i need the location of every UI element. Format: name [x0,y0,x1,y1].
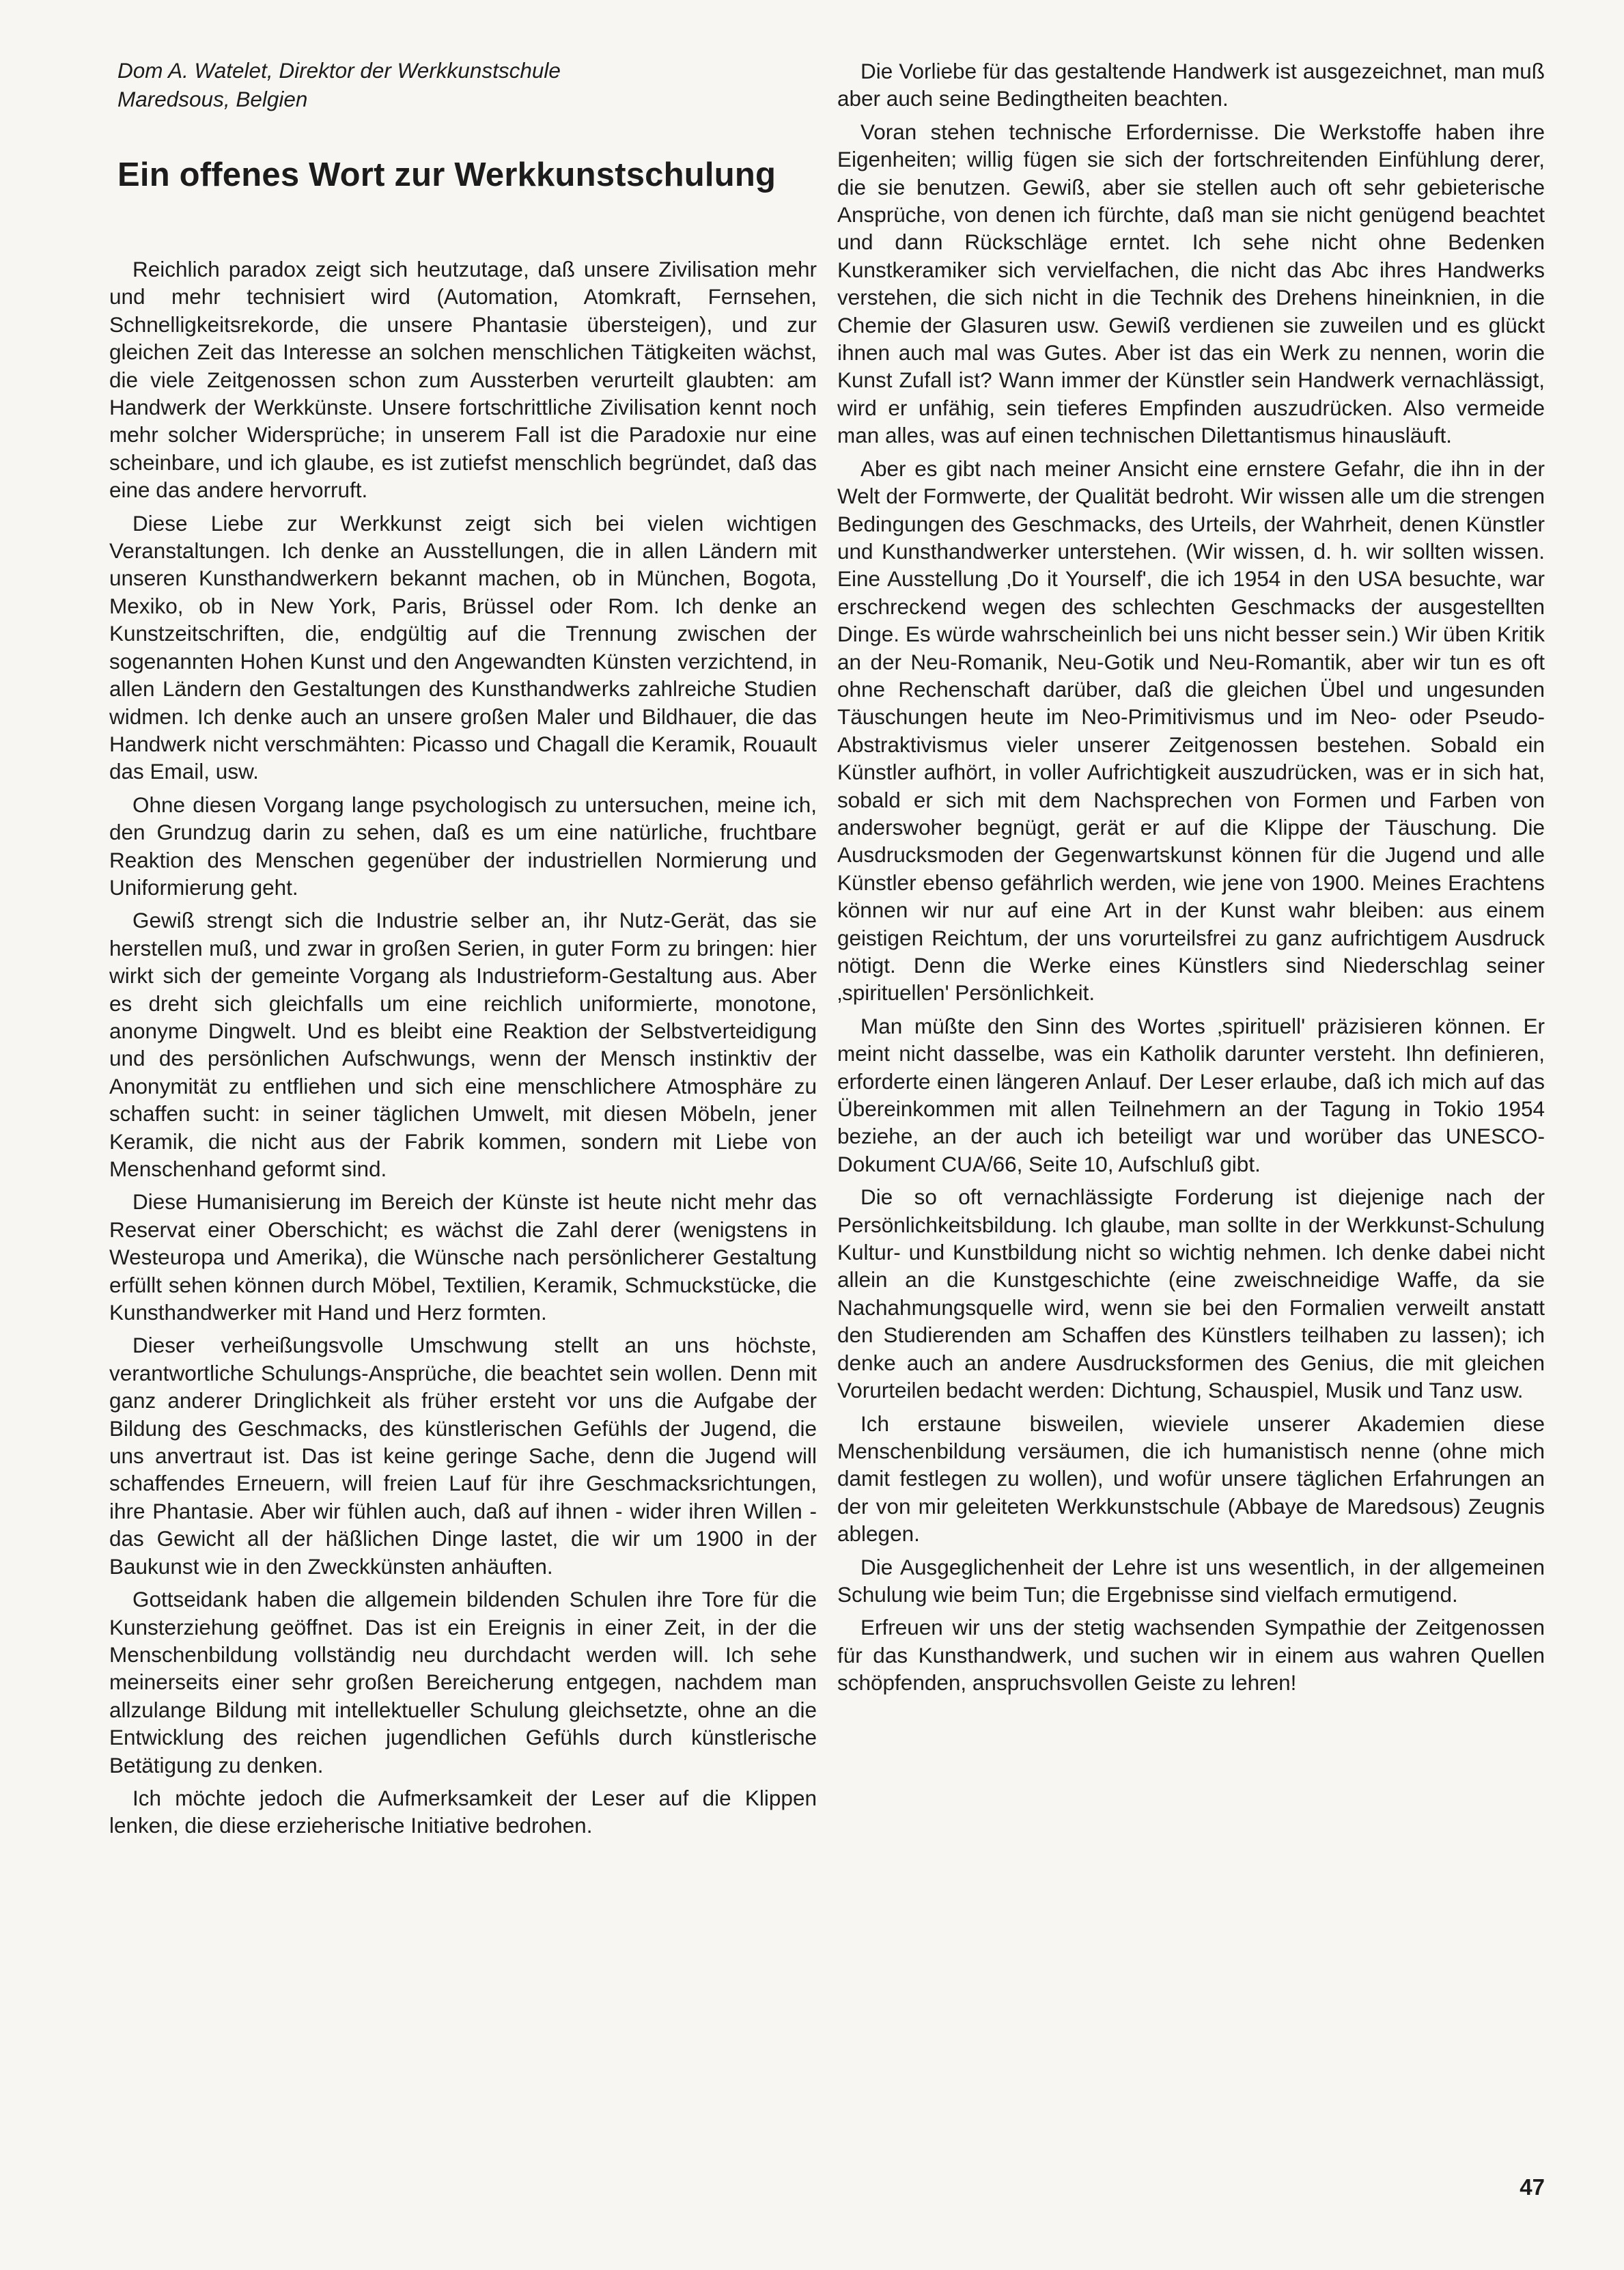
author-line: Dom A. Watelet, Direktor der Werkkunstschule [117,58,561,83]
paragraph: Diese Humanisierung im Bereich der Künste ist heute nicht mehr das Reservat einer Oberschicht; es wächst die Zahl derer (wenigstens in Westeuropa und Amerika), die Wünsche nach persönlicherer Gestaltung erfüllt sehen können durch Möbel, Textilien, Keramik, Schmuckstücke, die Kunsthandwerker mit Hand und Herz formten. [109,1189,817,1325]
paragraph: Erfreuen wir uns der stetig wachsenden Sympathie der Zeitgenossen für das Kunsthandwerk, und suchen wir in einem aus wahren Quellen schöpfenden, anspruchsvollen Geiste zu lehren! [837,1615,1545,1695]
paragraph: Aber es gibt nach meiner Ansicht eine ernstere Gefahr, die ihn in der Welt der Formwerte, der Qualität bedroht. Wir wissen alle um die strengen Bedingungen des Geschmacks, des Urteils, der Wahrheit, denen Künstler und Kunsthandwerker unterstehen. (Wir wissen, d. h. wir sollten wissen. Eine Ausstellung ‚Do it Yourself', die ich 1954 in den USA besuchte, war erschreckend wegen des schlechten Geschmacks der ausgestellten Dinge. Es würde wahrscheinlich bei uns nicht besser sein.) Wir üben Kritik an der Neu-Romanik, Neu-Gotik und Neu-Romantik, aber wir tun es oft ohne Rechenschaft darüber, daß die gleichen Übel und ungesunden Täuschungen heute im Neo-Primitivismus und im Neo- oder Pseudo-Abstraktivismus vieler unserer Zeitgenossen bestehen. Sobald ein Künstler aufhört, in voller Aufrichtigkeit auszudrücken, was er in sich hat, sobald er sich mit dem Nachsprechen von Formen und Farben von anderswoher begnügt, gerät er auf die Klippe der Täuschung. Die Ausdrucksmoden der Gegenwartskunst können für die Jugend und alle Künstler ebenso gefährlich werden, wie jene von 1900. Meines Erachtens können wir nur auf eine Art in der Kunst wahr bleiben: aus einem geistigen Reichtum, der uns vorurteilsfrei zu ganz aufrichtigem Ausdruck nötigt. Denn die Werke eines Künstlers sind Niederschlag seiner ‚spirituellen' Persönlichkeit. [837,456,1545,1006]
author-affiliation: Maredsous, Belgien [117,87,308,111]
paragraph: Ich erstaune bisweilen, wieviele unserer Akademien diese Menschenbildung versäumen, die ich humanistisch nenne (ohne mich damit festlegen zu wollen), und wofür unsere täglichen Erfahrungen an der von mir geleiteten Werkkunstschule (Abbaye de Maredsous) Zeugnis ablegen. [837,1411,1545,1547]
paragraph: Diese Liebe zur Werkkunst zeigt sich bei vielen wichtigen Veranstaltungen. Ich denke an Ausstellungen, die in allen Ländern mit unseren Kunsthandwerkern bekannt machen, ob in München, Bogota, Mexiko, ob in New York, Paris, Brüssel oder Rom. Ich denke an Kunstzeitschriften, die, endgültig auf die Trennung zwischen der sogenannten Hohen Kunst und den Angewandten Künsten verzichtend, in allen Ländern den Gestaltungen des Kunsthandwerks zahlreiche Studien widmen. Ich denke auch an unsere großen Maler und Bildhauer, die das Handwerk nicht verschmähten: Picasso und Chagall die Keramik, Rouault das Email, usw. [109,510,817,784]
paragraph: Reichlich paradox zeigt sich heutzutage, daß unsere Zivilisation mehr und mehr technisiert wird (Automation, Atomkraft, Fernsehen, Schnelligkeitsrekorde, die unsere Phantasie übersteigen), und zur gleichen Zeit das Interesse an solchen menschlichen Tätigkeiten wächst, die viele Zeitgenossen schon zum Aussterben verurteilt glaubten: am Handwerk der Werkkünste. Unsere fortschrittliche Zivilisation kennt noch mehr solcher Widersprüche; in unserem Fall ist die Paradoxie nur eine scheinbare, und ich glaube, es ist zutiefst menschlich begründet, daß das eine das andere hervorruft. [109,257,817,503]
page-number: 47 [1520,2174,1545,2200]
paragraph: Man müßte den Sinn des Wortes ‚spirituell' präzisieren können. Er meint nicht dasselbe, was ein Katholik darunter versteht. Ihn definieren, erforderte einen längeren Anlauf. Der Leser erlaube, daß ich mich auf das Übereinkommen mit allen Teilnehmern an der Tagung in Tokio 1954 beziehe, an der auch ich beteiligt war und worüber das UNESCO-Dokument CUA/66, Seite 10, Aufschluß gibt. [837,1013,1545,1176]
paragraph: Ich möchte jedoch die Aufmerksamkeit der Leser auf die Klippen lenken, die diese erzieherische Initiative bedrohen. [109,1785,817,1838]
paragraph: Gottseidank haben die allgemein bildenden Schulen ihre Tore für die Kunsterziehung geöffnet. Das ist ein Ereignis in einer Zeit, in der die Menschenbildung vollständig neu durchdacht werden will. Ich sehe meinerseits einer sehr großen Bereicherung entgegen, nachdem man allzulange Bildung mit intellektueller Schulung gleichsetzte, ohne an die Entwicklung des reichen jugendlichen Gefühls durch künstlerische Betätigung zu denken. [109,1587,817,1777]
paragraph: Ohne diesen Vorgang lange psychologisch zu untersuchen, meine ich, den Grundzug darin zu sehen, daß es um eine natürliche, fruchtbare Reaktion des Menschen gegenüber der industriellen Normierung und Uniformierung geht. [109,792,817,900]
paragraph: Die Vorliebe für das gestaltende Handwerk ist ausgezeichnet, man muß aber auch seine Bedingtheiten beachten. [837,59,1545,111]
paragraph: Dieser verheißungsvolle Umschwung stellt an uns höchste, verantwortliche Schulungs-Ansprüche, die beachtet sein wollen. Denn mit ganz anderer Dringlichkeit als früher ersteht vor uns die Aufgabe der Bildung des Geschmacks, des künstlerischen Gefühls der Jugend, die uns anvertraut ist. Das ist keine geringe Sache, denn die Jugend will schaffendes Erneuern, will freien Lauf für ihre Geschmacksrichtungen, ihre Phantasie. Aber wir fühlen auch, daß auf ihnen - wider ihren Willen - das Gewicht all der häßlichen Dinge lastet, die wir um 1900 in der Baukunst wie in den Zweckkünsten anhäuften. [109,1333,817,1579]
paragraph: Die Ausgeglichenheit der Lehre ist uns wesentlich, in der allgemeinen Schulung wie beim Tun; die Ergebnisse sind vielfach ermutigend. [837,1554,1545,1607]
paragraph: Gewiß strengt sich die Industrie selber an, ihr Nutz-Gerät, das sie herstellen muß, und zwar in großen Serien, in guter Form zu bringen: hier wirkt sich der gemeinte Vorgang als Industrieform-Gestaltung aus. Aber es dreht sich gleichfalls um eine reichlich uniformierte, monotone, anonyme Dingwelt. Und es bleibt eine Reaktion der Selbstverteidigung und des persönlichen Aufschwungs, wenn der Mensch instinktiv der Anonymität zu entfliehen und sich eine menschlichere Atmosphäre zu schaffen sucht: in seiner täglichen Umwelt, mit diesen Möbeln, jener Keramik, die nicht aus der Fabrik kommen, sondern mit Liebe von Menschenhand geformt sind. [109,908,817,1181]
author-byline [117,56,817,113]
right-column [837,57,1545,1702]
article-title: Ein offenes Wort zur Werkkunstschulung [117,156,776,193]
left-column [109,56,817,1845]
paragraph: Voran stehen technische Erfordernisse. Die Werkstoffe haben ihre Eigenheiten; willig fügen sie sich der fortschreitenden Einfühlung derer, die sie benutzen. Gewiß, aber sie stellen auch oft sehr gebieterische Ansprüche, von denen ich fürchte, daß man sie nicht genügend beachtet und dann Rückschläge erntet. Ich sehe nicht ohne Bedenken Kunstkeramiker sich vervielfachen, die nicht das Abc ihres Handwerks verstehen, die sich nicht in die Technik des Drehens hineinknien, in die Chemie der Glasuren usw. Gewiß verdienen sie zuweilen und es glückt ihnen auch mal was Gutes. Aber ist das ein Werk zu nennen, worin die Kunst Zufall ist? Wann immer der Künstler sein Handwerk vernachlässigt, wird er unfähig, sein tieferes Empfinden auszudrücken. Also vermeide man alles, was auf einen technischen Dilettantismus hinausläuft. [837,119,1545,448]
paragraph: Die so oft vernachlässigte Forderung ist diejenige nach der Persönlichkeitsbildung. Ich glaube, man sollte in der Werkkunst-Schulung Kultur- und Kunstbildung nicht so wichtig nehmen. Ich denke dabei nicht allein an die Kunstgeschichte (eine zweischneidige Waffe, da sie Nachahmungsquelle wird, wenn sie bei den Formalien verweilt anstatt den Studierenden am Schaffen des Künstlers teilhaben zu lassen); ich denke auch an andere Ausdrucksformen des Genius, die mit gleichen Vorurteilen bedacht werden: Dichtung, Schauspiel, Musik und Tanz usw. [837,1185,1545,1403]
